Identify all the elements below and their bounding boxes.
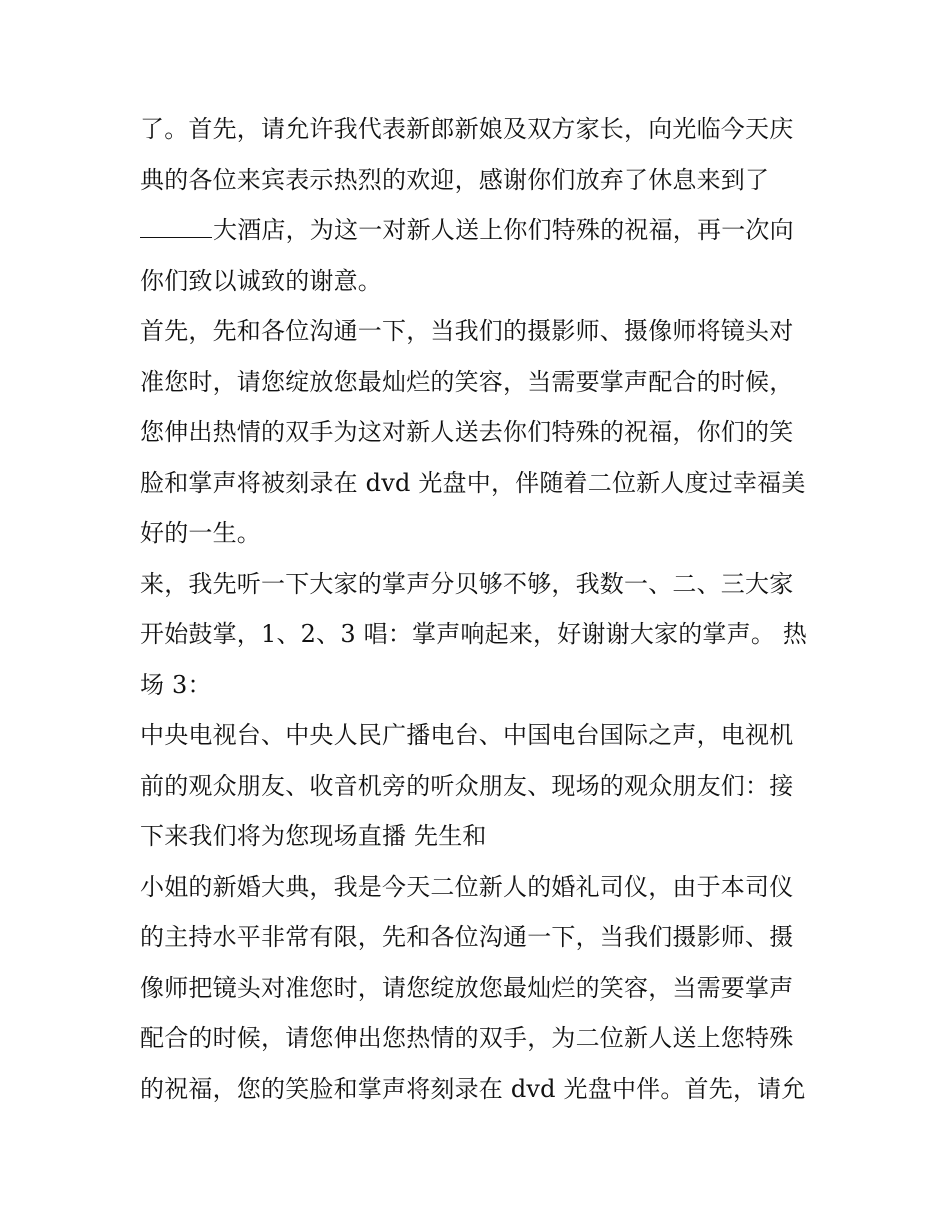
text-line: 您伸出热情的双手为这对新人送去你们特殊的祝福，你们的笑 [140, 418, 794, 446]
text-line: 脸和掌声将被刻录在 dvd 光盘中，伴随着二位新人度过幸福美 [140, 468, 806, 497]
text-line: 的祝福，您的笑脸和掌声将刻录在 dvd 光盘中伴。首先，请允 [140, 1074, 806, 1103]
document-body [140, 104, 820, 1165]
text-line: 你们致以诚致的谢意。 [140, 266, 382, 295]
text-line: 典的各位来宾表示热烈的欢迎，感谢你们放弃了休息来到了 [140, 165, 770, 194]
text-line: 了。首先，请允许我代表新郎新娘及双方家长，向光临今天庆 [140, 115, 794, 143]
text-line: 下来我们将为您现场直播 先生和 [140, 822, 487, 850]
text-line: 中央电视台、中央人民广播电台、中国电台国际之声，电视机 [140, 721, 794, 749]
text-line: 开始鼓掌，1、2、3 唱：掌声响起来，好谢谢大家的掌声。 热 [140, 620, 808, 648]
text-line: 小姐的新婚大典，我是今天二位新人的婚礼司仪，由于本司仪 [140, 872, 794, 901]
text-line-with-blank [140, 205, 820, 256]
text-line: 前的观众朋友、收音机旁的听众朋友、现场的观众朋友们：接 [140, 771, 794, 800]
text-line: 首先，先和各位沟通一下，当我们的摄影师、摄像师将镜头对 [140, 317, 794, 345]
text-line: 准您时，请您绽放您最灿烂的笑容，当需要掌声配合的时候， [140, 367, 794, 396]
text-line: 来，我先听一下大家的掌声分贝够不够，我数一、二、三大家 [140, 569, 794, 598]
text-line: 场 3： [140, 670, 212, 699]
text-line: 像师把镜头对准您时，请您绽放您最灿烂的笑容，当需要掌声 [140, 973, 794, 1002]
text-line: 好的一生。 [140, 519, 261, 547]
text-line: 的主持水平非常有限，先和各位沟通一下，当我们摄影师、摄 [140, 923, 794, 951]
text-line [140, 1114, 820, 1165]
text-line-rest: 大酒店，为这一对新人送上你们特殊的祝福，再一次向 [213, 216, 794, 244]
text-line: 配合的时候，请您伸出您热情的双手，为二位新人送上您特殊 [140, 1024, 794, 1052]
fill-in-blank [140, 236, 212, 238]
